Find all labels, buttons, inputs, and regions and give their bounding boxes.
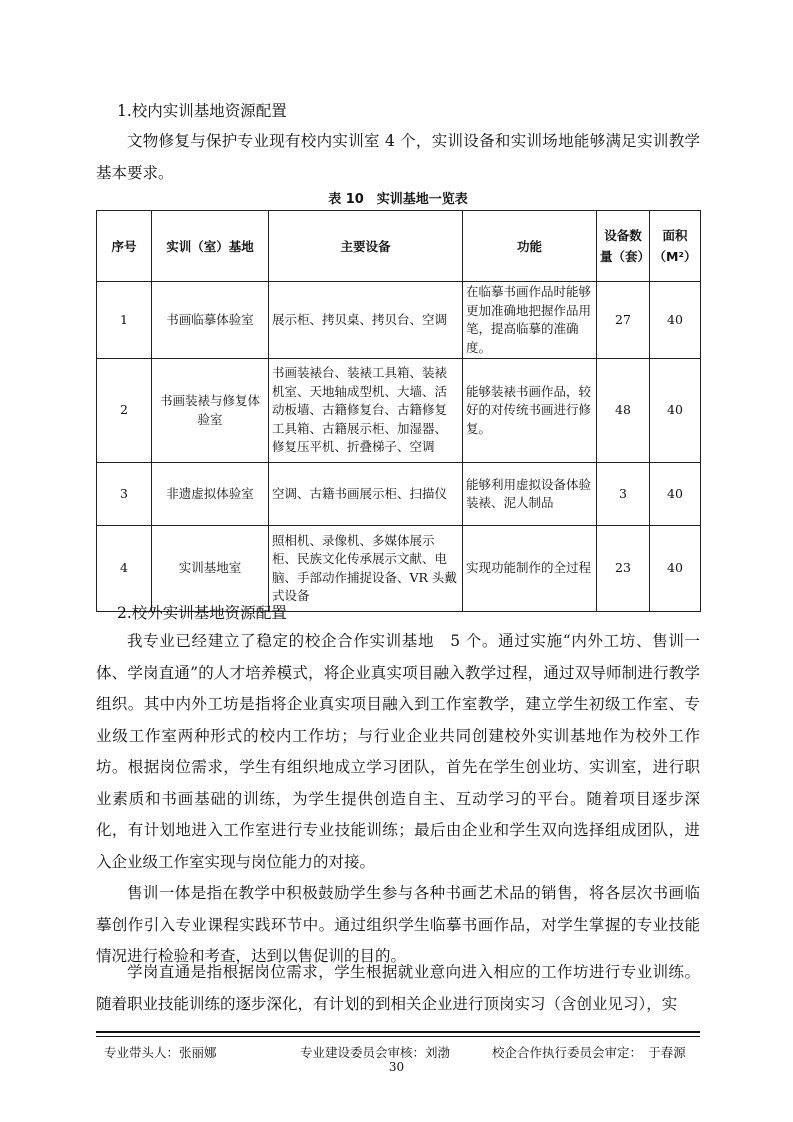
cell-count: 23 <box>597 526 650 612</box>
table-row <box>97 526 701 612</box>
table-row <box>97 282 701 359</box>
footer-approver: 校企合作执行委员会审定： 于春源 <box>492 1045 686 1060</box>
cell-count: 27 <box>597 282 650 359</box>
header-function: 功能 <box>463 211 597 282</box>
cell-seq: 2 <box>97 359 152 463</box>
cell-equipment: 展示柜、拷贝桌、拷贝台、空调 <box>269 282 463 359</box>
cell-area: 40 <box>650 282 701 359</box>
cell-area: 40 <box>650 463 701 526</box>
training-base-table <box>96 210 701 612</box>
footer-rule <box>96 1031 700 1033</box>
section2-paragraph-3: 学岗直通是指根据岗位需求，学生根据就业意向进入相应的工作坊进行专业训练。随着职业技能训练的逐步深化，有计划的到相关企业进行顶岗实习（含创业见习），实 <box>96 963 700 1013</box>
table-row <box>97 463 701 526</box>
cell-count: 3 <box>597 463 650 526</box>
footer-leader: 专业带头人：张丽娜 <box>104 1045 217 1060</box>
cell-equipment: 空调、古籍书画展示柜、扫描仪 <box>269 463 463 526</box>
table-header-row <box>97 211 701 282</box>
table-row <box>97 359 701 463</box>
cell-function: 能够利用虚拟设备体验装裱、泥人制品 <box>463 463 597 526</box>
cell-function: 实现功能制作的全过程 <box>463 526 597 612</box>
header-area: 面积（M²） <box>650 211 701 282</box>
cell-base: 书画临摹体验室 <box>152 282 269 359</box>
footer-rule-thin <box>96 1036 700 1037</box>
header-equipment: 主要设备 <box>269 211 463 282</box>
page-number: 30 <box>388 1060 405 1074</box>
section2-paragraph-2: 售训一体是指在教学中积极鼓励学生参与各种书画艺术品的销售，将各层次书画临摹创作引入专业课程实践环节中。通过组织学生临摹书画作品，对学生掌握的专业技能情况进行检验和考查，达到以售促训的目的。 <box>96 884 700 965</box>
section2-paragraph-1: 我专业已经建立了稳定的校企合作实训基地 5 个。通过实施“内外工坊、售训一体、学岗直通”的人才培养模式，将企业真实项目融入教学过程，通过双导师制进行教学组织。其中内外工坊是指将企业真实项目融入到工作室教学，建立学生初级工作室、专业级工作室两种形式的校内工作坊；与行业企业共同创建校外实训基地作为校外工作坊。根据岗位需求，学生有组织地成立学习团队，首先在学生创业坊、实训室，进行职业素质和书画基础的训练，为学生提供创造自主、互动学习的平台。随着项目逐步深化，有计划地进入工作室进行专业技能训练；最后由企业和学生双向选择组成团队，进入企业级工作室实现与岗位能力的对接。 <box>96 632 700 871</box>
cell-base: 非遗虚拟体验室 <box>152 463 269 526</box>
cell-function: 在临摹书画作品时能够更加准确地把握作品用笔，提高临摹的准确度。 <box>463 282 597 359</box>
section2-heading: 2.校外实训基地资源配置 <box>117 604 287 622</box>
cell-seq: 3 <box>97 463 152 526</box>
cell-seq: 4 <box>97 526 152 612</box>
cell-count: 48 <box>597 359 650 463</box>
header-base: 实训（室）基地 <box>152 211 269 282</box>
cell-function: 能够装裱书画作品，较好的对传统书画进行修复。 <box>463 359 597 463</box>
table-caption: 表 10 实训基地一览表 <box>328 192 468 207</box>
cell-area: 40 <box>650 526 701 612</box>
section1-paragraph: 文物修复与保护专业现有校内实训室 4 个，实训设备和实训场地能够满足实训教学基本要求。 <box>96 132 700 182</box>
footer-reviewer: 专业建设委员会审核：刘渤 <box>300 1045 451 1060</box>
cell-base: 实训基地室 <box>152 526 269 612</box>
cell-equipment: 书画装裱台、装裱工具箱、装裱机室、天地轴成型机、大墙、活动板墙、古籍修复台、古籍修复工具箱、古籍展示柜、加湿器、修复压平机、折叠梯子、空调 <box>269 359 463 463</box>
section1-heading: 1.校内实训基地资源配置 <box>117 102 287 120</box>
header-seq: 序号 <box>97 211 152 282</box>
cell-seq: 1 <box>97 282 152 359</box>
cell-equipment: 照相机、录像机、多媒体展示柜、民族文化传承展示文献、电脑、手部动作捕捉设备、VR 头戴式设备 <box>269 526 463 612</box>
header-count: 设备数量（套） <box>597 211 650 282</box>
cell-area: 40 <box>650 359 701 463</box>
cell-base: 书画装裱与修复体验室 <box>152 359 269 463</box>
